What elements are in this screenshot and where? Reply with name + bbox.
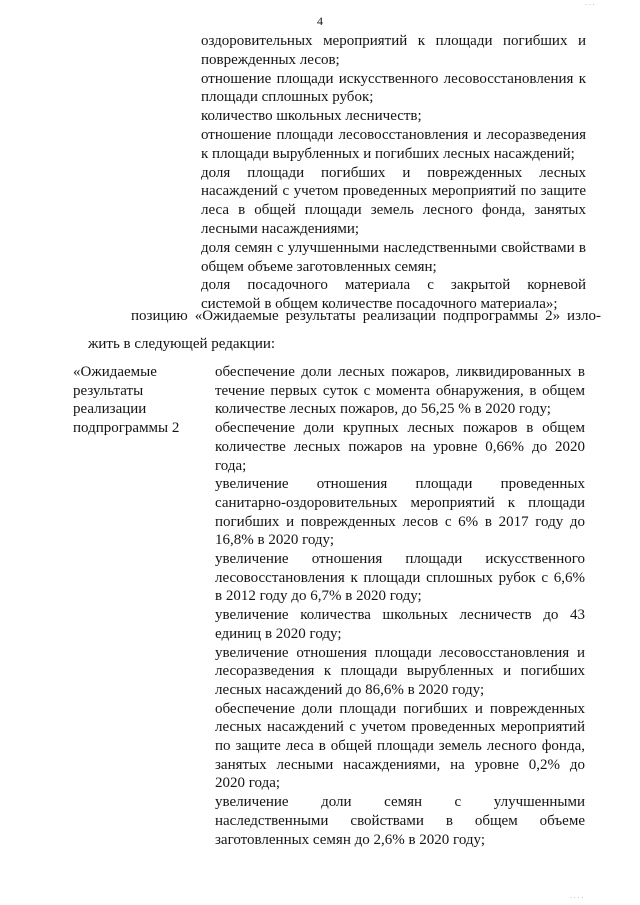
table-left-line-3: реализации <box>73 401 147 417</box>
table-right-line-18: лесных насаждений до 86,6% в 2020 году; <box>215 681 485 698</box>
page-number: 4 <box>317 14 323 28</box>
table-left-line-1: «Ожидаемые <box>73 364 157 380</box>
table-right-line-10: 16,8% в 2020 году; <box>215 532 335 549</box>
table-right-line-24: увеличение доли семян с улучшенными <box>215 794 585 811</box>
table-right-line-8: санитарно-оздоровительных мероприятий к площади <box>215 494 585 511</box>
table-right-line-11: увеличение отношения площади искусственного <box>215 551 585 567</box>
top-line-4: площади сплошных рубок; <box>201 89 374 106</box>
table-right-line-22: занятых лесными насаждениями, на уровне 0,2% до <box>215 756 585 773</box>
instruction-line-2: жить в следующей редакции: <box>88 336 276 352</box>
table-right-line-20: лесных насаждений с учетом проведенных мероприятий <box>215 719 585 736</box>
table-right-line-2: течение первых суток с момента обнаружения, в общем <box>215 382 585 399</box>
top-line-14: доля посадочного материала с закрытой корневой <box>201 277 586 294</box>
top-line-15: системой в общем количестве посадочного материала»; <box>201 296 558 313</box>
table-right-line-14: увеличение количества школьных лесничеств до 43 <box>215 607 585 624</box>
table-right-line-4: обеспечение доли крупных лесных пожаров в общем <box>215 420 585 437</box>
top-line-5: количество школьных лесничеств; <box>201 108 422 125</box>
top-line-1: оздоровительных мероприятий к площади погибших и <box>201 33 586 49</box>
table-right-line-1: обеспечение доли лесных пожаров, ликвидированных в <box>215 364 585 380</box>
table-right-line-6: года; <box>215 457 247 474</box>
table-right-line-26: заготовленных семян до 2,6% в 2020 году; <box>215 831 486 848</box>
table-right-line-9: погибших и поврежденных лесов с 6% в 2017 году до <box>215 513 585 530</box>
top-line-13: общем объеме заготовленных семян; <box>201 258 437 275</box>
table-right-line-15: единиц в 2020 году; <box>215 625 342 642</box>
table-right-line-3: количестве лесных пожаров, до 56,25 % в 2020 году; <box>215 401 551 418</box>
instruction-line-1: позицию «Ожидаемые результаты реализации подпрограммы 2» изло- <box>131 308 601 324</box>
table-right-line-17: лесоразведения к площади вырубленных и погибших <box>215 663 585 680</box>
table-right-line-13: в 2012 году до 6,7% в 2020 году; <box>215 588 422 605</box>
table-right-line-12: лесовосстановления к площади сплошных рубок с 6,6% <box>215 569 585 586</box>
table-right-line-25: наследственными свойствами в общем объеме <box>215 812 585 829</box>
top-line-2: поврежденных лесов; <box>201 51 340 68</box>
top-line-7: к площади вырубленных и погибших лесных насаждений; <box>201 145 575 162</box>
table-right-line-21: по защите леса в общей площади земель лесного фонда, <box>215 738 585 754</box>
table-right-line-23: 2020 года; <box>215 775 281 792</box>
table-right-line-7: увеличение отношения площади проведенных <box>215 476 585 493</box>
top-line-9: насаждений с учетом проведенных мероприятий по защите <box>201 183 586 200</box>
table-right-line-19: обеспечение доли площади погибших и поврежденных <box>215 700 585 717</box>
top-line-10: леса в общей площади земель лесного фонда, занятых <box>201 202 586 219</box>
top-line-6: отношение площади лесовосстановления и лесоразведения <box>201 127 586 143</box>
table-left-line-2: результаты <box>73 382 144 399</box>
scan-mark-bottom: · · · · <box>570 895 584 902</box>
top-line-3: отношение площади искусственного лесовосстановления к <box>201 70 586 87</box>
scan-mark: · · · <box>585 2 595 9</box>
table-left-line-4: подпрограммы 2 <box>73 419 180 436</box>
top-line-8: доля площади погибших и поврежденных лесных <box>201 164 586 181</box>
table-right-line-5: количестве лесных пожаров на уровне 0,66% до 2020 <box>215 438 585 455</box>
top-line-12: доля семян с улучшенными наследственными свойствами в <box>201 239 586 256</box>
table-right-line-16: увеличение отношения площади лесовосстановления и <box>215 644 585 661</box>
top-line-11: лесными насаждениями; <box>201 221 360 237</box>
